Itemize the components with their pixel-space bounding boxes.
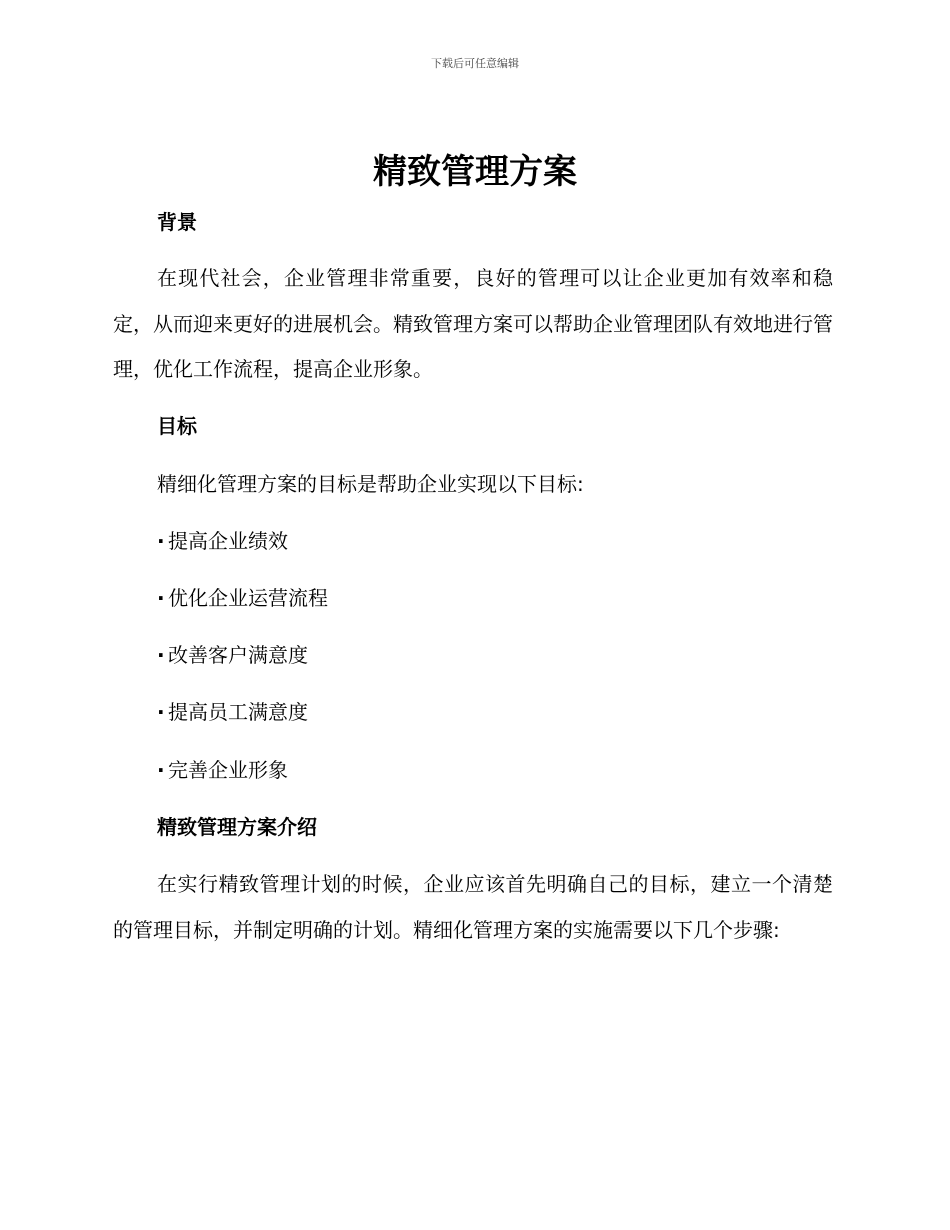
background-paragraph: 在现代社会，企业管理非常重要，良好的管理可以让企业更加有效率和稳定，从而迎来更好的进展机会。精致管理方案可以帮助企业管理团队有效地进行管理，优化工作流程，提高企业形象。 — [113, 266, 833, 381]
list-item-text: 完善企业形象 — [168, 758, 288, 782]
document-title: 精致管理方案 — [373, 152, 577, 192]
list-item — [157, 641, 308, 669]
list-item-text: 改善客户满意度 — [168, 643, 308, 667]
bullet-icon: · — [157, 700, 165, 724]
bullet-icon: · — [157, 643, 165, 667]
section-heading-introduction: 精致管理方案介绍 — [157, 815, 317, 839]
bullet-icon: · — [157, 586, 165, 610]
list-item — [157, 527, 288, 555]
list-item-text: 提高企业绩效 — [168, 529, 288, 553]
page-header-note: 下载后可任意编辑 — [431, 57, 519, 70]
goals-intro: 精细化管理方案的目标是帮助企业实现以下目标: — [157, 472, 584, 496]
list-item-text: 提高员工满意度 — [168, 700, 308, 724]
list-item — [157, 756, 288, 784]
list-item-text: 优化企业运营流程 — [168, 586, 328, 610]
section-heading-goals: 目标 — [157, 414, 197, 438]
bullet-icon: · — [157, 529, 165, 553]
list-item — [157, 584, 328, 612]
bullet-icon: · — [157, 758, 165, 782]
section-heading-background: 背景 — [157, 210, 197, 234]
introduction-paragraph: 在实行精致管理计划的时候，企业应该首先明确自己的目标，建立一个清楚的管理目标，并制定明确的计划。精细化管理方案的实施需要以下几个步骤: — [113, 872, 833, 942]
list-item — [157, 698, 308, 726]
